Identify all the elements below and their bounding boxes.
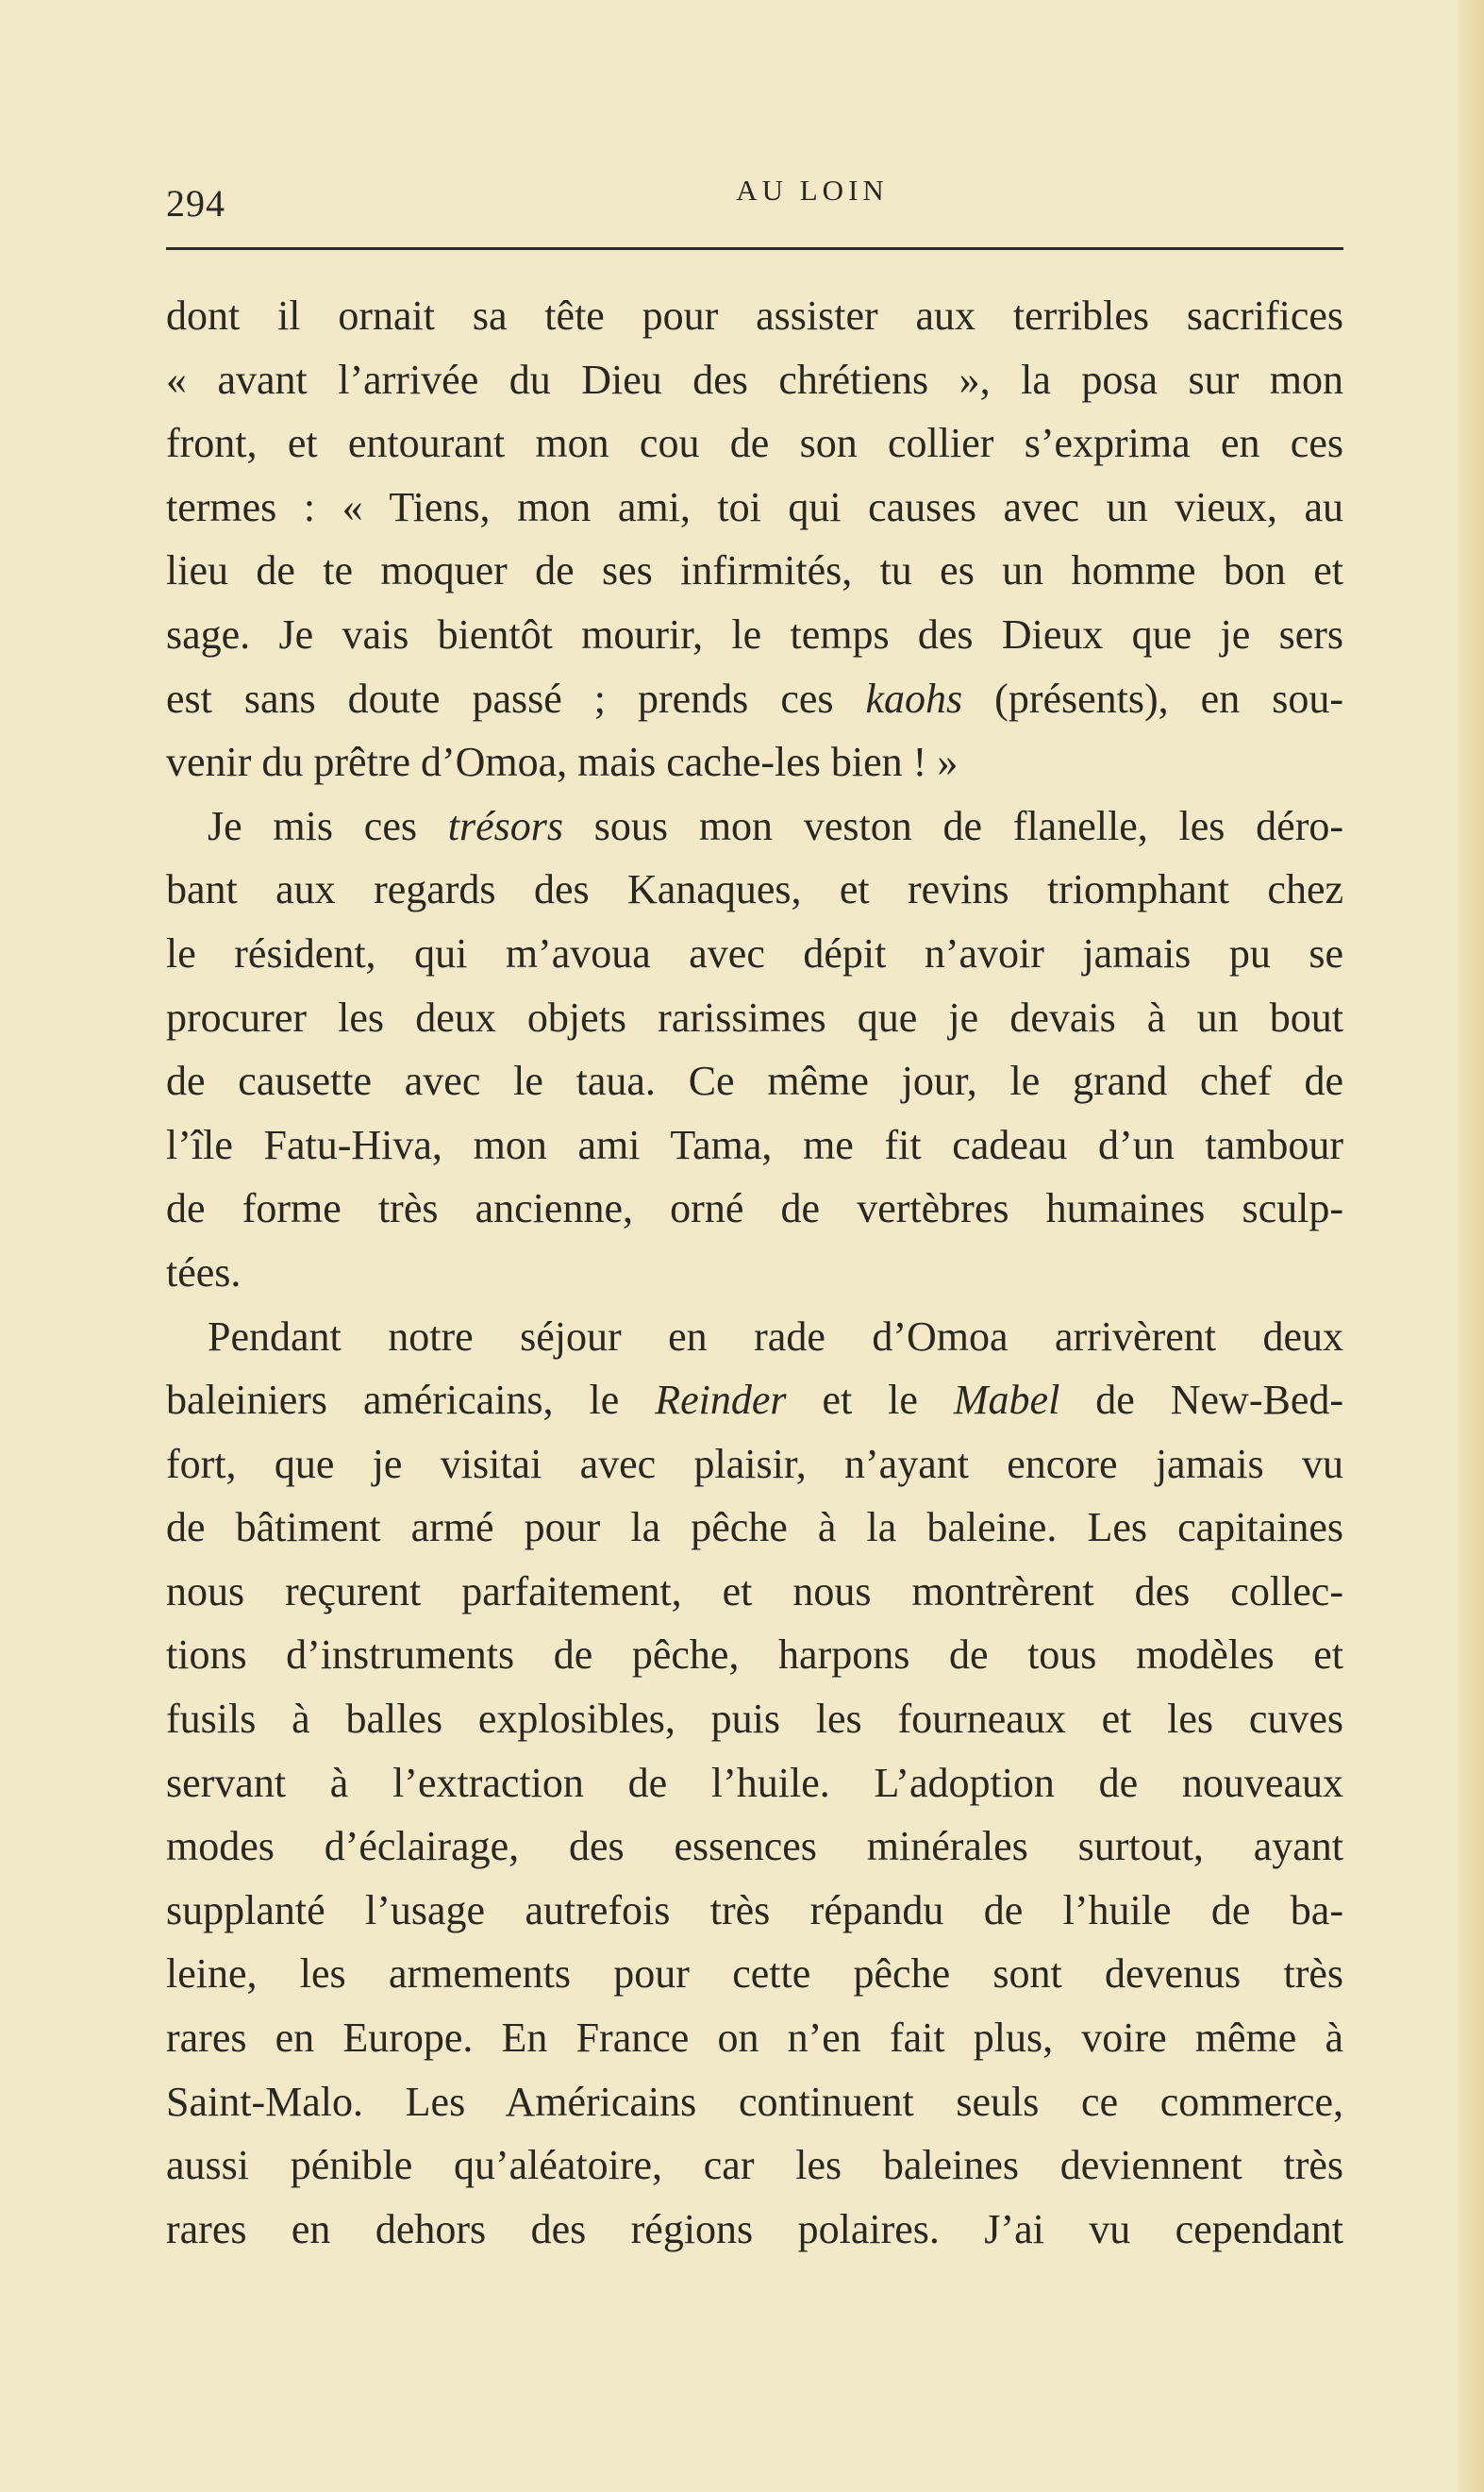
text-segment: bant aux regards des Kanaques, et revins triomphant chez — [166, 866, 1343, 913]
text-segment: aussi pénible qu’aléatoire, car les baleines deviennent très — [166, 2142, 1343, 2189]
text-segment: de causette avec le taua. Ce même jour, le grand chef de — [166, 1058, 1343, 1105]
text-segment: est sans doute passé ; prends ces — [166, 675, 866, 722]
text-segment: fusils à balles explosibles, puis les fourneaux et les cuves — [166, 1696, 1343, 1743]
text-line — [166, 2198, 1343, 2262]
text-segment: baleiniers américains, le — [166, 1377, 656, 1424]
text-line — [166, 1496, 1343, 1560]
text-line — [166, 476, 1343, 540]
text-line — [166, 1687, 1343, 1751]
text-segment: leine, les armements pour cette pêche sont devenus très — [166, 1950, 1343, 1998]
text-segment: dont il ornait sa tête pour assister aux terribles sacrifices — [166, 293, 1343, 339]
text-segment: rares en Europe. En France on n’en fait plus, voire même à — [166, 2015, 1343, 2062]
running-title: AU LOIN — [736, 174, 889, 207]
header-rule — [166, 247, 1343, 250]
text-line — [166, 284, 1343, 348]
text-segment: sage. Je vais bientôt mourir, le temps des Dieux que je sers — [166, 610, 1343, 658]
text-line — [166, 986, 1343, 1050]
text-segment: de New-Bed- — [1059, 1377, 1343, 1424]
text-line — [166, 667, 1343, 731]
text-line — [166, 2070, 1343, 2134]
text-line — [166, 1432, 1343, 1497]
text-line — [166, 411, 1343, 476]
text-segment: le résident, qui m’avoua avec dépit n’avoir jamais pu se — [166, 929, 1343, 977]
text-segment: et le — [786, 1377, 954, 1424]
text-line — [166, 1560, 1343, 1624]
text-line — [166, 730, 1343, 794]
text-line — [166, 922, 1343, 986]
page-edge — [1458, 0, 1484, 2492]
italic-term: trésors — [447, 802, 564, 849]
text-line — [166, 1113, 1343, 1178]
text-segment: termes : « Tiens, mon ami, toi qui causes avec un vieux, au — [166, 483, 1343, 530]
text-line — [166, 1305, 1343, 1369]
text-line — [166, 858, 1343, 922]
text-segment: Saint-Malo. Les Américains continuent seuls ce commerce, — [166, 2078, 1343, 2125]
text-line — [166, 1049, 1343, 1113]
text-segment: tées. — [166, 1248, 242, 1296]
italic-term: Mabel — [953, 1377, 1060, 1424]
text-line — [166, 1368, 1343, 1432]
text-line — [166, 1751, 1343, 1815]
text-segment: l’île Fatu-Hiva, mon ami Tama, me fit cadeau d’un tambour — [166, 1121, 1343, 1168]
text-line — [166, 794, 1343, 859]
body-text — [166, 284, 1343, 2261]
text-segment: servant à l’extraction de l’huile. L’adoption de nouveaux — [166, 1759, 1343, 1806]
text-segment: (présents), en sou- — [962, 675, 1343, 722]
italic-term: kaohs — [865, 675, 963, 722]
text-segment: « avant l’arrivée du Dieu des chrétiens », la posa sur mon — [166, 356, 1343, 403]
text-segment: sous mon veston de flanelle, les déro- — [563, 802, 1343, 849]
text-segment: procurer les deux objets rarissimes que je devais à un bout — [166, 994, 1343, 1041]
text-segment: front, et entourant mon cou de son collier s’exprima en ces — [166, 420, 1343, 467]
text-segment: tions d’instruments de pêche, harpons de tous modèles et — [166, 1631, 1343, 1679]
text-line — [166, 1177, 1343, 1241]
text-line — [166, 2006, 1343, 2070]
text-line — [166, 1241, 1343, 1305]
text-segment: nous reçurent parfaitement, et nous montrèrent des collec- — [166, 1567, 1343, 1614]
text-line — [166, 1623, 1343, 1687]
italic-term: Reinder — [655, 1377, 787, 1424]
text-line — [166, 1815, 1343, 1879]
text-line — [166, 1942, 1343, 2006]
text-line — [166, 2133, 1343, 2198]
text-segment: modes d’éclairage, des essences minérales surtout, ayant — [166, 1823, 1343, 1870]
page-number: 294 — [166, 182, 225, 225]
text-line — [166, 539, 1343, 603]
text-segment: de forme très ancienne, orné de vertèbres humaines sculp- — [166, 1185, 1343, 1232]
page-header — [166, 174, 1326, 225]
text-segment: supplanté l’usage autrefois très répandu de l’huile de ba- — [166, 1886, 1343, 1933]
text-segment: rares en dehors des régions polaires. J’ai vu cependant — [166, 2205, 1343, 2252]
text-segment: de bâtiment armé pour la pêche à la baleine. Les capitaines — [166, 1504, 1343, 1551]
text-line — [166, 1879, 1343, 1943]
text-line — [166, 603, 1343, 667]
text-segment: lieu de te moquer de ses infirmités, tu es un homme bon et — [166, 547, 1343, 594]
text-line — [166, 348, 1343, 412]
text-segment: Pendant notre séjour en rade d’Omoa arrivèrent deux — [208, 1313, 1343, 1360]
text-segment: venir du prêtre d’Omoa, mais cache-les bien ! » — [166, 739, 959, 786]
text-segment: fort, que je visitai avec plaisir, n’ayant encore jamais vu — [166, 1440, 1343, 1487]
text-segment: Je mis ces — [208, 802, 448, 849]
